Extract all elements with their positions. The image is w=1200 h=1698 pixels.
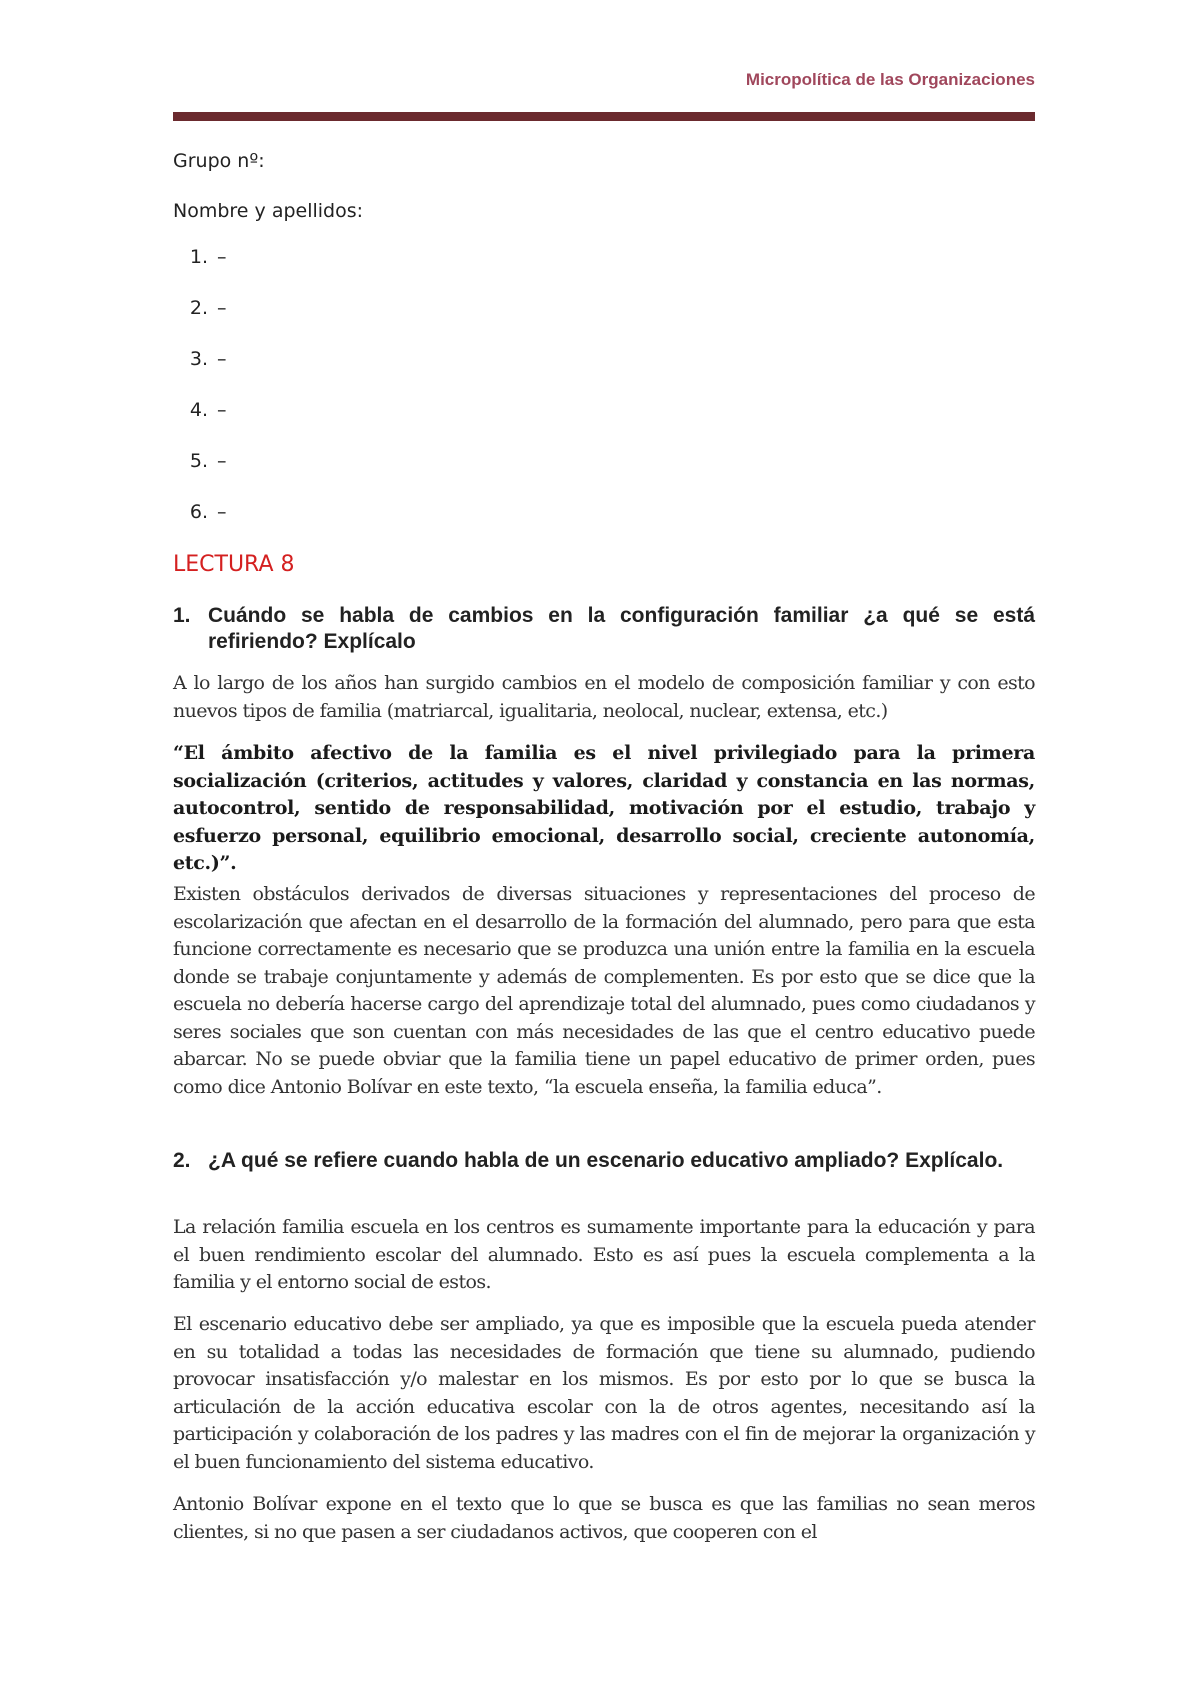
answer-paragraph: La relación familia escuela en los centros es sumamente importante para la educación y para el buen rendimiento escolar del alumnado. Esto es así pues la escuela complementa a la familia y el entorno social de estos.	[173, 1216, 1035, 1293]
member-item	[173, 450, 227, 501]
member-number: 6.	[189, 501, 208, 523]
member-item	[173, 297, 227, 348]
member-name-blank: –	[217, 246, 227, 268]
answer-paragraph: A lo largo de los años han surgido cambios en el modelo de composición familiar y con esto nuevos tipos de familia (matriarcal, igualitaria, neolocal, nuclear, extensa, etc.)	[173, 672, 1035, 722]
member-name-blank: –	[217, 450, 227, 472]
member-number: 4.	[189, 399, 208, 421]
member-item	[173, 348, 227, 399]
question-number: 1.	[173, 604, 191, 627]
member-name-blank: –	[217, 348, 227, 370]
question-text: Cuándo se habla de cambios en la configuración familiar ¿a qué se está refiriendo? Explícalo	[208, 604, 1035, 653]
member-item	[173, 399, 227, 450]
member-item	[173, 501, 227, 552]
names-label: Nombre y apellidos:	[173, 200, 364, 222]
question-2-heading	[173, 1148, 1035, 1174]
answer-paragraph: Existen obstáculos derivados de diversas situaciones y representaciones del proceso de escolarización que afectan en el desarrollo de la formación del alumnado, pero para que esta funcione correctamente es necesario que se produzca una unión entre la familia en la escuela donde se trabaje conjuntamente y además de complementen. Es por esto que se dice que la escuela no debería hacerse cargo del aprendizaje total del alumnado, pues como ciudadanos y seres sociales que son cuentan con más necesidades de las que el centro educativo puede abarcar. No se puede obviar que la familia tiene un papel educativo de primer orden, pues como dice Antonio Bolívar en este texto, “la escuela enseña, la familia educa”.	[173, 883, 1035, 1098]
member-number: 1.	[189, 246, 208, 268]
quote-paragraph: “El ámbito afectivo de la familia es el nivel privilegiado para la primera socialización (criterios, actitudes y valores, claridad y constancia en las normas, autocontrol, sentido de responsabilidad, motivación por el estudio, trabajo y esfuerzo personal, equilibrio emocional, desarrollo social, creciente autonomía, etc.)”.	[173, 742, 1035, 874]
member-name-blank: –	[217, 501, 227, 523]
group-number-label: Grupo nº:	[173, 150, 265, 172]
section-title: LECTURA 8	[173, 552, 295, 577]
answer-paragraph: El escenario educativo debe ser ampliado, ya que es imposible que la escuela pueda atender en su totalidad a todas las necesidades de formación que tiene su alumnado, pudiendo provocar insatisfacción y/o malestar en los mismos. Es por esto por lo que se busca la articulación de la acción educativa escolar con la de otros agentes, necesitando así la participación y colaboración de los padres y las madres con el fin de mejorar la organización y el buen funcionamiento del sistema educativo.	[173, 1313, 1035, 1473]
question-number: 2.	[173, 1149, 191, 1172]
member-number: 5.	[189, 450, 208, 472]
answer-paragraph: Antonio Bolívar expone en el texto que lo que se busca es que las familias no sean meros clientes, si no que pasen a ser ciudadanos activos, que cooperen con el	[173, 1493, 1035, 1543]
running-header: Micropolítica de las Organizaciones	[745, 70, 1035, 89]
header-rule	[173, 112, 1035, 121]
question-text: ¿A qué se refiere cuando habla de un escenario educativo ampliado? Explícalo.	[208, 1149, 1004, 1172]
member-list	[173, 246, 227, 552]
member-name-blank: –	[217, 399, 227, 421]
member-number: 3.	[189, 348, 208, 370]
member-number: 2.	[189, 297, 208, 319]
member-item	[173, 246, 227, 297]
question-1-heading	[173, 603, 1035, 655]
member-name-blank: –	[217, 297, 227, 319]
